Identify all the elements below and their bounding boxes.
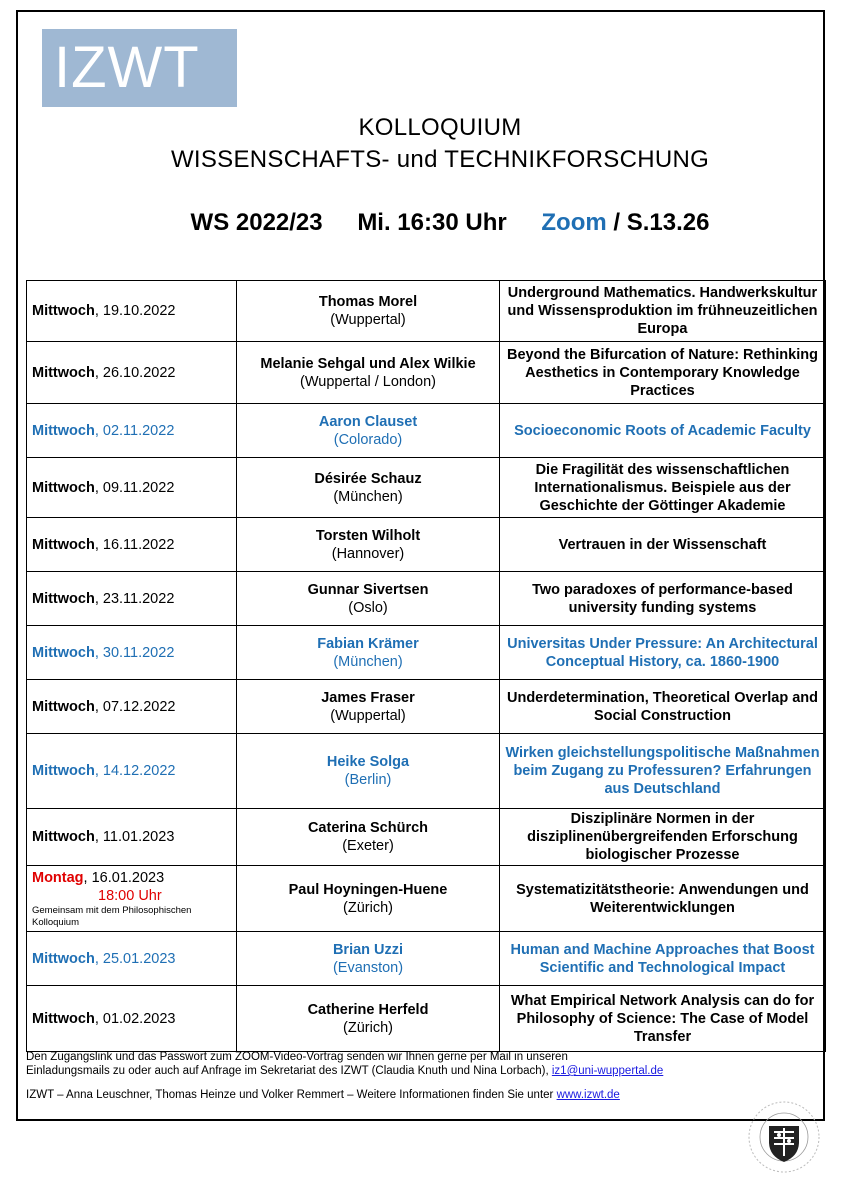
speaker-cell [237, 518, 500, 572]
email-link[interactable]: iz1@uni-wuppertal.de [551, 1065, 664, 1077]
talk-title: Human and Machine Approaches that Boost Scientific and Technological Impact [500, 932, 826, 986]
izwt-logo: IZWT [42, 29, 237, 107]
event-note: Gemeinsam mit dem Philosophischen Kolloquium [32, 904, 192, 928]
website-link[interactable]: www.izwt.de [556, 1089, 620, 1101]
table-row [27, 342, 826, 404]
date-cell: Mittwoch, 14.12.2022 [27, 734, 237, 809]
speaker-affiliation: (Colorado) [333, 431, 403, 448]
room-label: / S.13.26 [606, 209, 710, 236]
event-time: 18:00 Uhr [98, 887, 162, 904]
speaker-name: Catherine Herfeld [307, 1001, 429, 1018]
speaker-name: Aaron Clauset [318, 413, 418, 430]
speaker-cell [237, 932, 500, 986]
speaker-name: Heike Solga [326, 754, 410, 770]
table-row [27, 734, 826, 809]
speaker-name: Torsten Wilholt [315, 527, 421, 544]
talk-title: Beyond the Bifurcation of Nature: Rethinking Aesthetics in Contemporary Knowledge Practices [500, 342, 826, 404]
table-row [27, 281, 826, 342]
speaker-cell [237, 986, 500, 1052]
speaker-affiliation: (Berlin) [344, 772, 392, 788]
speaker-affiliation: (München) [333, 653, 403, 670]
date-cell: Mittwoch, 01.02.2023 [27, 986, 237, 1052]
table-row [27, 866, 826, 932]
speaker-cell [237, 809, 500, 866]
talk-title: Die Fragilität des wissenschaftlichen Internationalismus. Beispiele aus der Geschichte der Göttinger Akademie [500, 458, 826, 518]
table-row [27, 458, 826, 518]
speaker-affiliation: (Wuppertal) [330, 707, 406, 724]
speaker-affiliation: (München) [333, 488, 403, 505]
talk-title: Systematizitätstheorie: Anwendungen und Weiterentwicklungen [500, 866, 826, 932]
table-row [27, 986, 826, 1052]
talk-title: Disziplinäre Normen in der disziplinenübergreifenden Erforschung biologischer Prozesse [500, 809, 826, 866]
footer-access-info: Den Zugangslink und das Passwort zum ZOOM-Video-Vortrag senden wir Ihnen gerne per Mail in unseren Einladungsmails zu oder auch auf Anfrage im Sekretariat des IZWT (Claudia Knuth und Nina Lorbach), iz1@uni-wuppertal.de [26, 1051, 664, 1077]
date-cell: Mittwoch, 25.01.2023 [27, 932, 237, 986]
speaker-affiliation: (Exeter) [342, 838, 394, 854]
speaker-name: Caterina Schürch [307, 820, 429, 836]
talk-title: Underdetermination, Theoretical Overlap and Social Construction [500, 680, 826, 734]
speaker-cell [237, 572, 500, 626]
date-cell: Mittwoch, 19.10.2022 [27, 281, 237, 342]
date-cell: Mittwoch, 09.11.2022 [27, 458, 237, 518]
table-row [27, 809, 826, 866]
speaker-affiliation: (Evanston) [332, 959, 404, 976]
date-cell: Mittwoch, 07.12.2022 [27, 680, 237, 734]
date-cell: Montag, 16.01.2023 18:00 Uhr Gemeinsam mit dem Philosophischen Kolloquium [27, 866, 237, 932]
event-info [150, 209, 750, 237]
talk-title: Vertrauen in der Wissenschaft [500, 518, 826, 572]
table-row [27, 404, 826, 458]
speaker-name: Thomas Morel [318, 294, 418, 310]
talk-title: Two paradoxes of performance-based university funding systems [500, 572, 826, 626]
speaker-cell [237, 866, 500, 932]
schedule-table [26, 280, 826, 1052]
date-cell: Mittwoch, 30.11.2022 [27, 626, 237, 680]
speaker-cell [237, 626, 500, 680]
speaker-name: Fabian Krämer [317, 635, 419, 652]
speaker-name: Melanie Sehgal und Alex Wilkie [260, 355, 476, 372]
speaker-name: Brian Uzzi [332, 941, 404, 958]
speaker-affiliation: (Zürich) [343, 1019, 393, 1036]
page-title-line2: WISSENSCHAFTS- und TECHNIKFORSCHUNG [170, 146, 710, 173]
speaker-affiliation: (Zürich) [343, 899, 393, 916]
talk-title: Underground Mathematics. Handwerkskultur und Wissensproduktion im frühneuzeitlichen Europa [500, 281, 826, 342]
date-cell: Mittwoch, 16.11.2022 [27, 518, 237, 572]
talk-title: What Empirical Network Analysis can do for Philosophy of Science: The Case of Model Transfer [500, 986, 826, 1052]
speaker-name: Désirée Schauz [314, 470, 422, 487]
time-label: Mi. 16:30 Uhr [357, 209, 507, 236]
footer-contacts: IZWT – Anna Leuschner, Thomas Heinze und Volker Remmert – Weitere Informationen finden Sie unter www.izwt.de [26, 1089, 620, 1101]
speaker-cell [237, 281, 500, 342]
speaker-cell [237, 404, 500, 458]
university-seal-icon [747, 1100, 821, 1174]
table-row [27, 572, 826, 626]
speaker-affiliation: (Wuppertal / London) [300, 373, 436, 390]
page-title-line1: KOLLOQUIUM [358, 114, 522, 141]
talk-title: Wirken gleichstellungspolitische Maßnahmen beim Zugang zu Professuren? Erfahrungen aus Deutschland [500, 734, 826, 809]
speaker-cell [237, 734, 500, 809]
date-cell: Mittwoch, 11.01.2023 [27, 809, 237, 866]
speaker-name: Gunnar Sivertsen [307, 581, 429, 598]
table-row [27, 626, 826, 680]
talk-title: Universitas Under Pressure: An Architectural Conceptual History, ca. 1860-1900 [500, 626, 826, 680]
semester-label: WS 2022/23 [190, 209, 323, 236]
talk-title: Socioeconomic Roots of Academic Faculty [500, 404, 826, 458]
speaker-name: James Fraser [321, 689, 415, 706]
speaker-affiliation: (Wuppertal) [330, 312, 406, 328]
speaker-affiliation: (Oslo) [348, 599, 388, 616]
zoom-label: Zoom [541, 209, 607, 236]
date-cell: Mittwoch, 02.11.2022 [27, 404, 237, 458]
table-row [27, 932, 826, 986]
date-cell: Mittwoch, 26.10.2022 [27, 342, 237, 404]
speaker-name: Paul Hoyningen-Huene [288, 881, 448, 898]
speaker-cell [237, 342, 500, 404]
table-row [27, 680, 826, 734]
speaker-cell [237, 458, 500, 518]
date-cell: Mittwoch, 23.11.2022 [27, 572, 237, 626]
speaker-cell [237, 680, 500, 734]
speaker-affiliation: (Hannover) [331, 545, 405, 562]
table-row [27, 518, 826, 572]
